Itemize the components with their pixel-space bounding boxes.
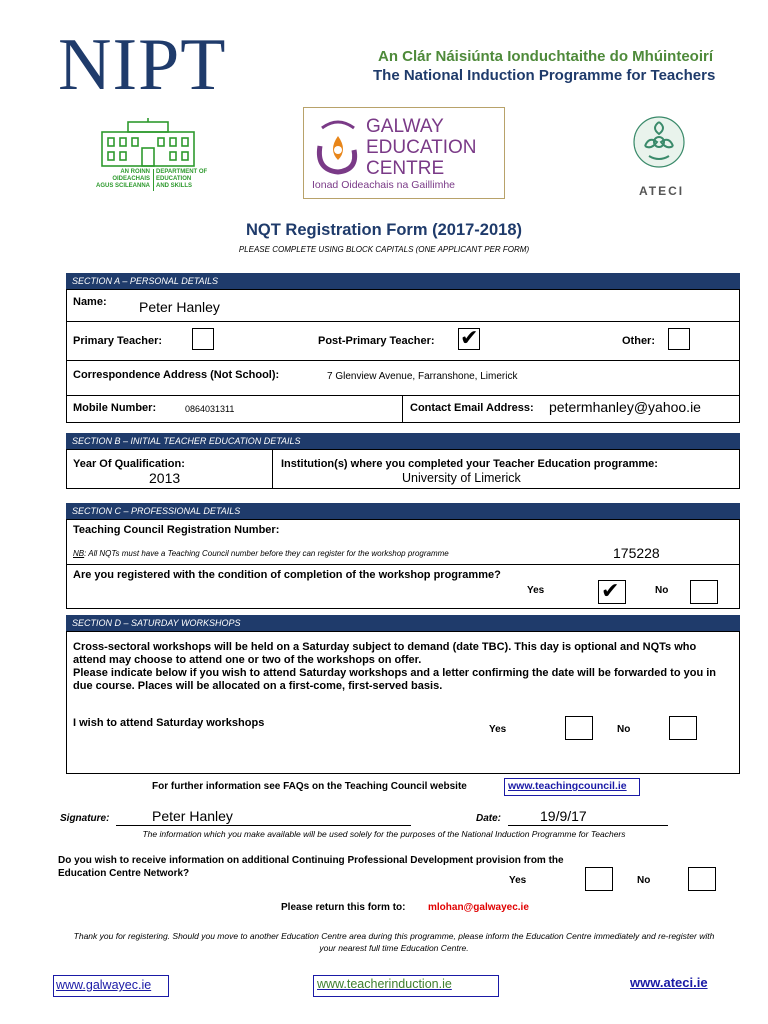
dept-name-irish: AN ROINN OIDEACHAIS AGUS SCILEANNA [95,169,150,189]
condition-yes-checkbox[interactable] [598,580,626,604]
tc-number-field[interactable]: 175228 [613,545,660,561]
faq-text: For further information see FAQs on the Teaching Council website [152,781,467,792]
year-label: Year Of Qualification: [73,458,185,470]
gec-line-1: GALWAY [366,116,444,137]
address-field[interactable]: 7 Glenview Avenue, Farranshone, Limerick [327,371,518,382]
post-primary-teacher-label: Post-Primary Teacher: [318,335,435,347]
teachingcouncil-link[interactable]: www.teachingcouncil.ie [508,780,627,792]
form-title: NQT Registration Form (2017-2018) [246,221,522,239]
programme-title-english: The National Induction Programme for Teachers [373,67,716,84]
primary-teacher-label: Primary Teacher: [73,335,163,347]
nipt-logo: NIPT [58,24,227,106]
condition-yes-label: Yes [527,585,545,596]
section-b-header: SECTION B – INITIAL TEACHER EDUCATION DETAILS [66,433,740,449]
other-checkbox[interactable] [668,328,690,350]
cpd-no-checkbox[interactable] [688,867,716,891]
name-field[interactable]: Peter Hanley [139,299,220,315]
workshop-info: Cross-sectoral workshops will be held on a Saturday subject to demand (date TBC). This day is optional and NQTs who attend may choose to attend one or two of the workshops on offer. Please indicate below if you wish to attend Saturday workshops and a letter confirming the date will be forwarded to you in due course. Places will be allocated on a first-come, first-served basis. [73,641,716,692]
section-d-header: SECTION D – SATURDAY WORKSHOPS [66,615,740,631]
section-c-header: SECTION C – PROFESSIONAL DETAILS [66,503,740,519]
cpd-no-label: No [637,875,651,886]
cpd-yes-label: Yes [509,875,527,886]
condition-question: Are you registered with the condition of completion of the workshop programme? [73,569,501,581]
ateci-logo [631,106,687,183]
other-label: Other: [622,335,655,347]
date-field[interactable]: 19/9/17 [540,808,587,824]
signature-label: Signature: [60,813,110,824]
return-text: Please return this form to: [281,902,406,913]
workshop-yes-checkbox[interactable] [565,716,593,740]
email-label: Contact Email Address: [410,402,534,414]
post-primary-teacher-checkbox[interactable] [458,325,480,350]
email-field[interactable]: petermhanley@yahoo.ie [549,399,701,415]
celtic-knot-icon [631,106,687,178]
cpd-yes-checkbox[interactable] [585,867,613,891]
institution-field[interactable]: University of Limerick [402,471,521,485]
workshop-yes-label: Yes [489,724,507,735]
mobile-label: Mobile Number: [73,402,157,414]
gec-swirl-icon [314,116,362,178]
department-of-education-logo [95,118,220,201]
signature-field[interactable]: Peter Hanley [152,808,233,824]
workshop-wish-label: I wish to attend Saturday workshops [73,717,265,729]
date-label: Date: [476,813,502,824]
programme-title-irish: An Clár Náisiúnta Ionduchtaithe do Mhúinteoirí [378,48,714,65]
condition-no-label: No [655,585,669,596]
gec-line-3: CENTRE [366,158,445,179]
address-label: Correspondence Address (Not School): [73,369,280,381]
gec-irish-name: Ionad Oideachais na Gaillimhe [312,179,456,191]
ateci-link[interactable]: www.ateci.ie [630,975,708,990]
return-email-link[interactable]: mlohan@galwayec.ie [428,902,529,913]
tc-note: NB: All NQTs must have a Teaching Council number before they can register for the workshop programme [73,549,449,558]
workshop-no-checkbox[interactable] [669,716,697,740]
thanks-note: Thank you for registering. Should you move to another Education Centre area during this programme, please inform the Education Centre immediately and re-register with your nearest full time Education Centre. [73,931,715,953]
year-field[interactable]: 2013 [149,470,181,486]
primary-teacher-checkbox[interactable] [192,328,214,350]
privacy-note: The information which you make available will be used solely for the purposes of the National Induction Programme for Teachers [142,829,626,839]
cpd-question: Do you wish to receive information on additional Continuing Professional Development provision from the Education Centre Network? [58,855,564,879]
tc-number-label: Teaching Council Registration Number: [73,524,280,536]
section-a-header: SECTION A – PERSONAL DETAILS [66,273,740,289]
gec-line-2: EDUCATION [366,137,477,158]
institution-label: Institution(s) where you completed your Teacher Education programme: [281,458,658,470]
workshop-no-label: No [617,724,631,735]
teacherinduction-link[interactable]: www.teacherinduction.ie [317,977,452,991]
check-mark-icon: ✔ [601,578,620,603]
dept-name-english: DEPARTMENT OF EDUCATION AND SKILLS [156,169,208,189]
form-subtitle: PLEASE COMPLETE USING BLOCK CAPITALS (ONE APPLICANT PER FORM) [238,245,530,254]
galwayec-link[interactable]: www.galwayec.ie [56,978,152,992]
ateci-name: ATECI [639,184,685,198]
check-mark-icon: ✔ [460,325,479,350]
name-label: Name: [73,296,107,308]
mobile-field[interactable]: 0864031311 [185,404,235,414]
condition-no-checkbox[interactable] [690,580,718,604]
galway-education-centre-logo [303,107,505,199]
